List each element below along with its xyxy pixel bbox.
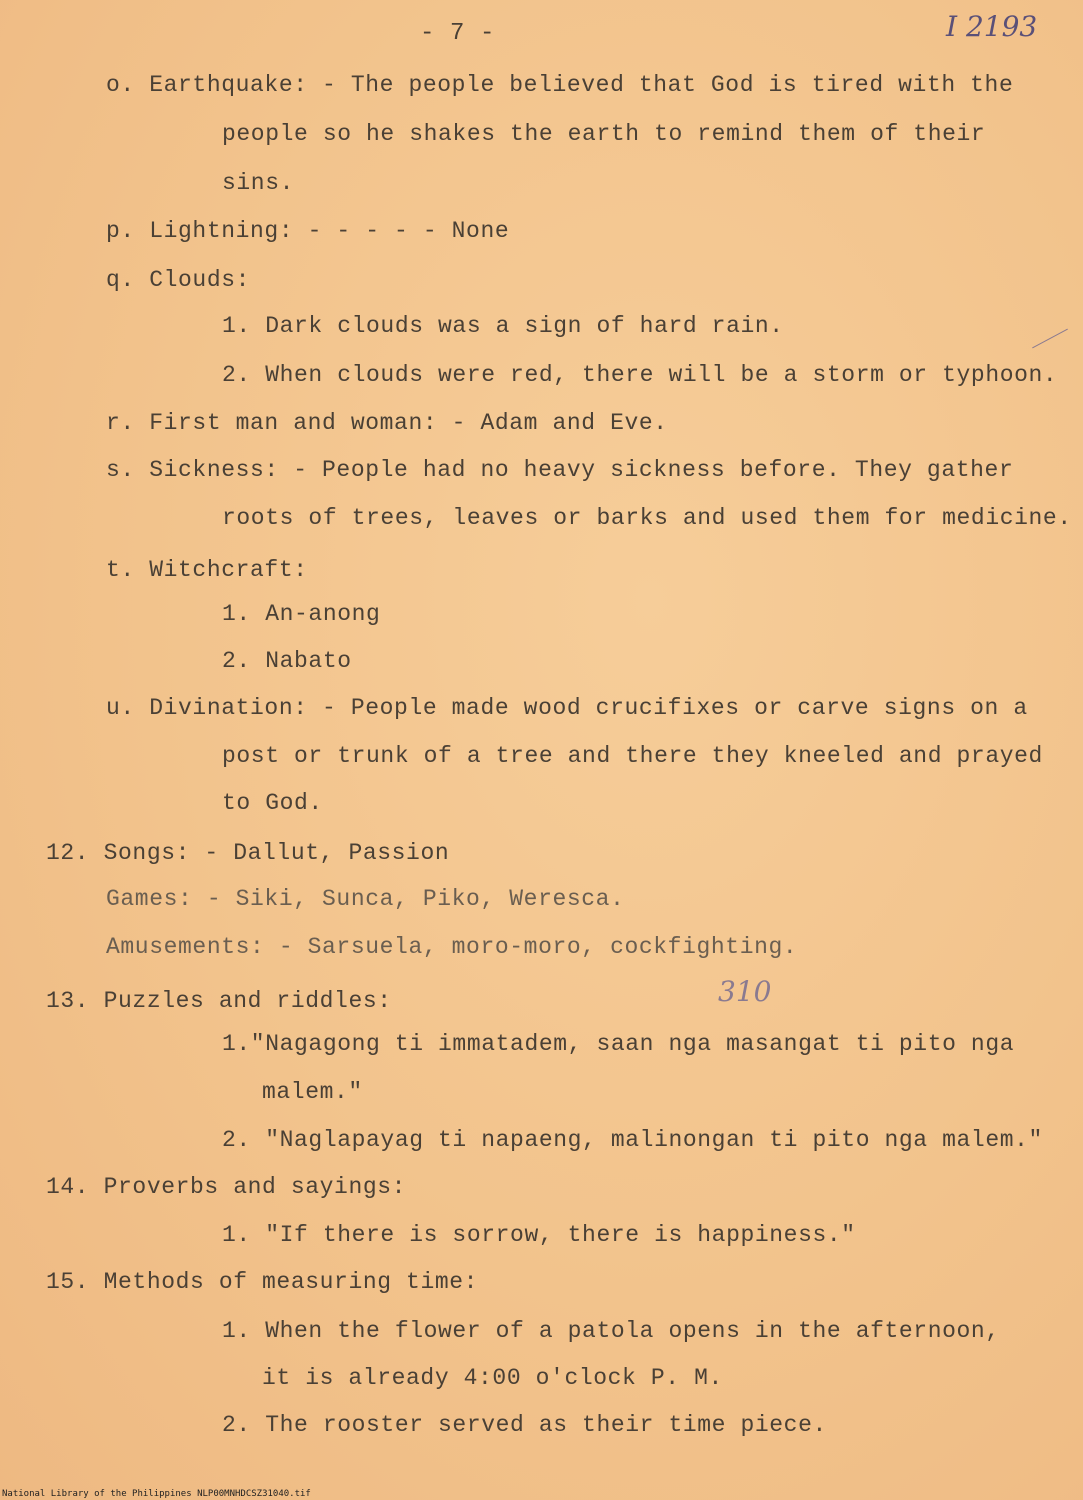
page-number: - 7 - — [420, 20, 496, 47]
section-12-games: Games: - Siki, Sunca, Piko, Weresca. — [106, 886, 625, 912]
method-1-line-2: it is already 4:00 o'clock P. M. — [262, 1365, 723, 1391]
section-15-methods: 15. Methods of measuring time: — [46, 1269, 479, 1295]
section-12-amusements: Amusements: - Sarsuela, moro-moro, cockfighting. — [106, 934, 798, 960]
witchcraft-item-2: 2. Nabato — [222, 648, 352, 674]
clouds-item-1: 1. Dark clouds was a sign of hard rain. — [222, 313, 784, 339]
item-o-earthquake-line-3: sins. — [222, 170, 295, 196]
pen-tick-mark — [1032, 329, 1068, 349]
item-s-sickness-line-2: roots of trees, leaves or barks and used them for medicine. — [222, 505, 1072, 531]
section-14-proverbs: 14. Proverbs and sayings: — [46, 1174, 407, 1200]
proverb-1: 1. "If there is sorrow, there is happiness." — [222, 1222, 856, 1248]
method-1-line-1: 1. When the flower of a patola opens in the afternoon, — [222, 1318, 1000, 1344]
puzzle-1-line-1: 1."Nagagong ti immatadem, saan nga masangat ti pito nga — [222, 1031, 1015, 1057]
item-t-witchcraft: t. Witchcraft: — [106, 557, 308, 583]
footer-caption: National Library of the Philippines NLP00MNHDCSZ31040.tif — [2, 1489, 311, 1499]
item-r-first-man: r. First man and woman: - Adam and Eve. — [106, 410, 668, 436]
handwritten-annotation: 310 — [718, 975, 772, 1008]
clouds-item-2: 2. When clouds were red, there will be a storm or typhoon. — [222, 362, 1058, 388]
puzzle-2: 2. "Naglapayag ti napaeng, malinongan ti pito nga malem." — [222, 1127, 1043, 1153]
item-q-clouds: q. Clouds: — [106, 267, 251, 293]
section-13-puzzles: 13. Puzzles and riddles: — [46, 988, 392, 1014]
item-p-lightning: p. Lightning: - - - - - None — [106, 218, 510, 244]
accession-mark: I 2193 — [946, 10, 1038, 43]
item-o-earthquake-line-1: o. Earthquake: - The people believed that God is tired with the — [106, 72, 1014, 98]
section-12-songs: 12. Songs: - Dallut, Passion — [46, 840, 450, 866]
puzzle-1-line-2: malem." — [262, 1079, 363, 1105]
witchcraft-item-1: 1. An-anong — [222, 601, 381, 627]
item-u-divination-line-2: post or trunk of a tree and there they kneeled and prayed — [222, 743, 1043, 769]
item-o-earthquake-line-2: people so he shakes the earth to remind them of their — [222, 121, 986, 147]
item-u-divination-line-3: to God. — [222, 790, 323, 816]
method-2: 2. The rooster served as their time piece. — [222, 1412, 827, 1438]
item-s-sickness-line-1: s. Sickness: - People had no heavy sickness before. They gather — [106, 457, 1014, 483]
item-u-divination-line-1: u. Divination: - People made wood crucifixes or carve signs on a — [106, 695, 1028, 721]
